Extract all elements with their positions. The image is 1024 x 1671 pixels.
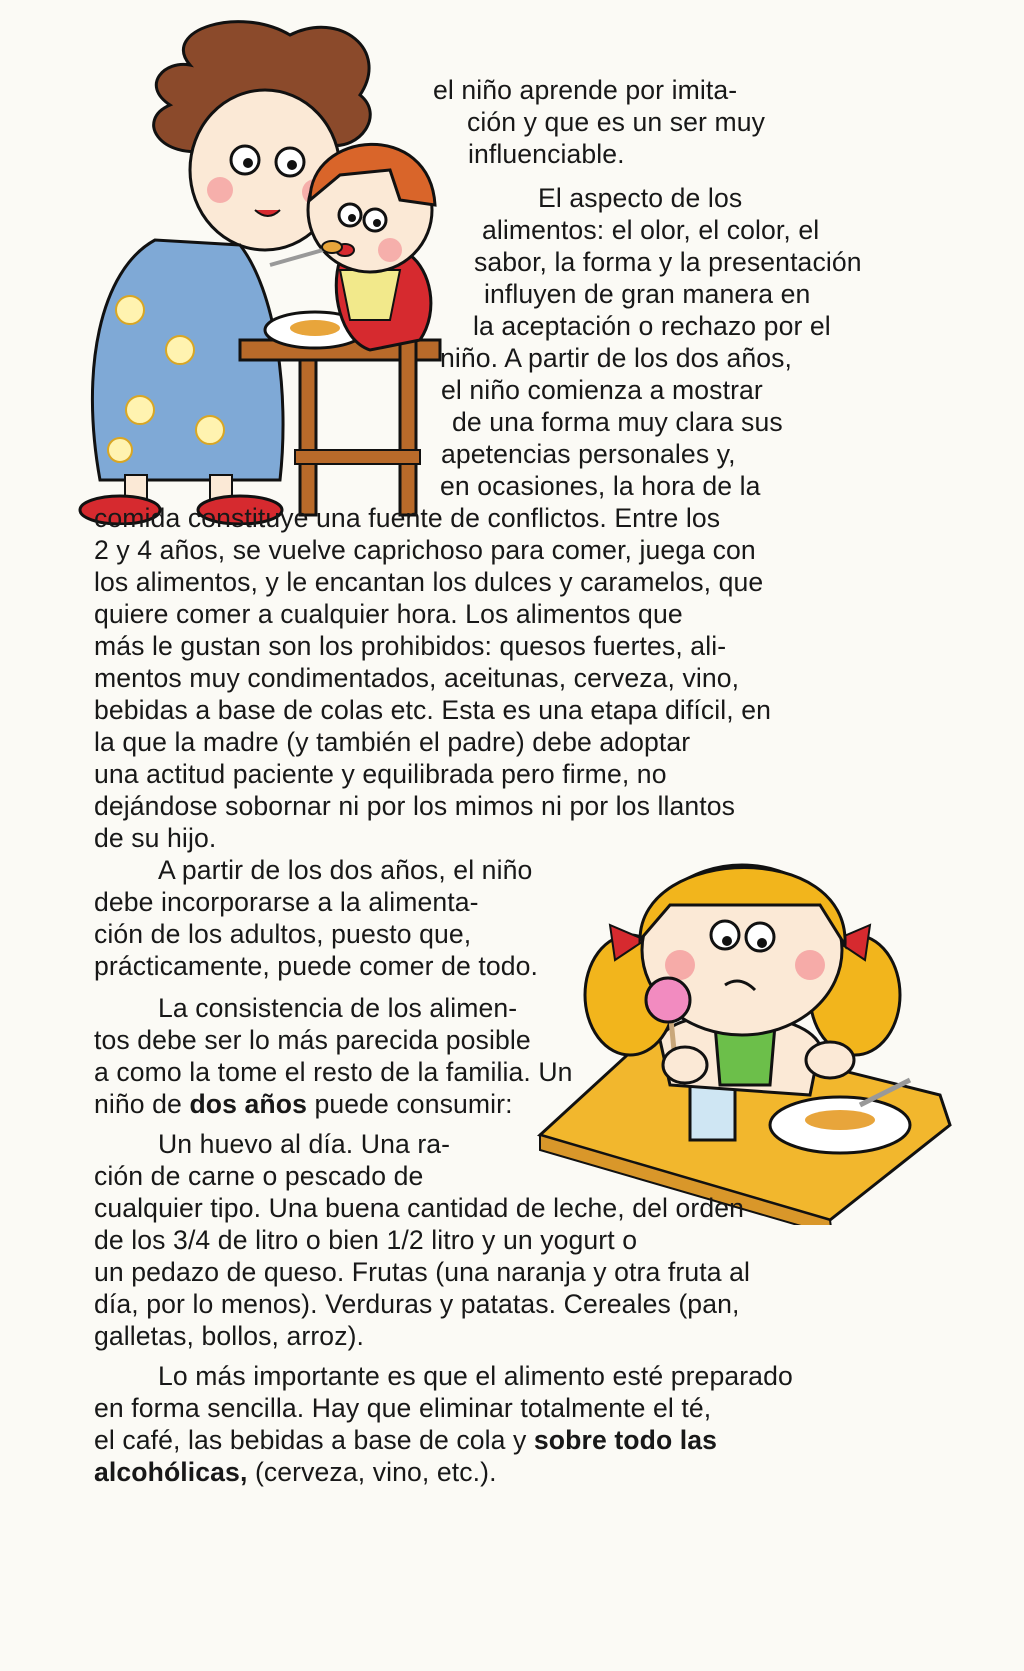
text-line <box>94 1224 637 1257</box>
text-line <box>94 1288 739 1321</box>
text-span: en forma sencilla. Hay que eliminar totalmente el té, <box>94 1393 712 1423</box>
text-line <box>94 1192 744 1225</box>
text-line <box>441 374 763 407</box>
text-line <box>467 106 765 139</box>
text-line <box>158 992 517 1025</box>
text-line <box>94 694 771 727</box>
text-line <box>94 1024 531 1057</box>
bold-text: sobre todo las <box>533 1425 718 1455</box>
text-span: influyen de gran manera en <box>484 279 811 309</box>
text-span: de una forma muy clara sus <box>452 407 783 437</box>
text-span: niño. A partir de los dos años, <box>440 343 792 373</box>
text-span: comida constituye una fuente de conflictos. Entre los <box>94 503 721 533</box>
text-line <box>158 1360 793 1393</box>
text-span: La consistencia de los alimen- <box>158 993 518 1023</box>
text-line <box>158 854 532 887</box>
text-line <box>94 566 763 599</box>
text-span: de su hijo. <box>94 823 217 853</box>
text-line <box>94 534 756 567</box>
girl-at-table-with-lollipop-illustration <box>520 825 980 1225</box>
text-line <box>94 1088 513 1121</box>
text-span: bebidas a base de colas etc. Esta es una etapa difícil, en <box>94 695 771 725</box>
text-span: A partir de los dos años, el niño <box>158 855 533 885</box>
text-line <box>94 758 667 791</box>
text-span: el niño aprende por imita- <box>433 75 738 105</box>
text-line <box>441 438 736 471</box>
text-line <box>94 790 735 823</box>
text-span: 2 y 4 años, se vuelve caprichoso para comer, juega con <box>94 535 756 565</box>
text-span: tos debe ser lo más parecida posible <box>94 1025 531 1055</box>
text-line <box>484 278 810 311</box>
text-span: cualquier tipo. Una buena cantidad de leche, del orden <box>94 1193 745 1223</box>
text-span: la que la madre (y también el padre) debe adoptar <box>94 727 691 757</box>
text-line <box>94 630 726 663</box>
text-span: ción y que es un ser muy <box>467 107 766 137</box>
text-line <box>482 214 819 247</box>
text-span: influenciable. <box>468 139 625 169</box>
text-line <box>94 918 471 951</box>
text-span: los alimentos, y le encantan los dulces y caramelos, que <box>94 567 764 597</box>
text-span: Lo más importante es que el alimento esté preparado <box>158 1361 793 1391</box>
text-span: ción de carne o pescado de <box>94 1161 424 1191</box>
bold-text: alcohólicas, <box>94 1457 248 1487</box>
text-span: (cerveza, vino, etc.). <box>247 1457 497 1487</box>
text-span: un pedazo de queso. Frutas (una naranja y otra fruta al <box>94 1257 750 1287</box>
text-line <box>538 182 742 215</box>
text-line <box>94 662 739 695</box>
text-span: ción de los adultos, puesto que, <box>94 919 472 949</box>
text-span: en ocasiones, la hora de la <box>440 471 761 501</box>
text-line <box>94 1456 497 1489</box>
text-line <box>468 138 625 171</box>
text-span: El aspecto de los <box>538 183 743 213</box>
text-span: apetencias personales y, <box>441 439 736 469</box>
text-line <box>94 1320 364 1353</box>
text-line <box>94 1424 717 1457</box>
text-line <box>94 1256 750 1289</box>
text-line <box>474 246 862 279</box>
text-line <box>94 1160 423 1193</box>
text-line <box>94 886 479 919</box>
text-span: una actitud paciente y equilibrada pero firme, no <box>94 759 667 789</box>
text-line <box>433 74 737 107</box>
text-line <box>158 1128 450 1161</box>
text-span: sabor, la forma y la presentación <box>474 247 862 277</box>
text-span: puede consumir: <box>306 1089 513 1119</box>
text-span: el café, las bebidas a base de cola y <box>94 1425 534 1455</box>
text-span: a como la tome el resto de la familia. Un <box>94 1057 573 1087</box>
text-line <box>440 342 792 375</box>
text-line <box>94 950 538 983</box>
text-line <box>440 470 761 503</box>
text-span: niño de <box>94 1089 190 1119</box>
bold-text: dos años <box>189 1089 307 1119</box>
text-span: mentos muy condimentados, aceitunas, cerveza, vino, <box>94 663 740 693</box>
text-line <box>94 822 216 855</box>
text-line <box>473 310 831 343</box>
text-span: día, por lo menos). Verduras y patatas. Cereales (pan, <box>94 1289 740 1319</box>
text-span: debe incorporarse a la alimenta- <box>94 887 479 917</box>
text-span: prácticamente, puede comer de todo. <box>94 951 539 981</box>
text-span: de los 3/4 de litro o bien 1/2 litro y un yogurt o <box>94 1225 638 1255</box>
text-line <box>452 406 783 439</box>
text-span: quiere comer a cualquier hora. Los alimentos que <box>94 599 683 629</box>
text-line <box>94 1392 711 1425</box>
text-span: Un huevo al día. Una ra- <box>158 1129 451 1159</box>
mother-feeding-toddler-illustration <box>40 10 480 525</box>
text-span: galletas, bollos, arroz). <box>94 1321 365 1351</box>
text-span: la aceptación o rechazo por el <box>473 311 831 341</box>
text-line <box>94 598 683 631</box>
text-line <box>94 1056 573 1089</box>
text-span: dejándose sobornar ni por los mimos ni por los llantos <box>94 791 736 821</box>
text-line <box>94 726 690 759</box>
text-line <box>94 502 720 535</box>
text-span: más le gustan son los prohibidos: quesos fuertes, ali- <box>94 631 727 661</box>
text-span: alimentos: el olor, el color, el <box>482 215 820 245</box>
text-span: el niño comienza a mostrar <box>441 375 763 405</box>
